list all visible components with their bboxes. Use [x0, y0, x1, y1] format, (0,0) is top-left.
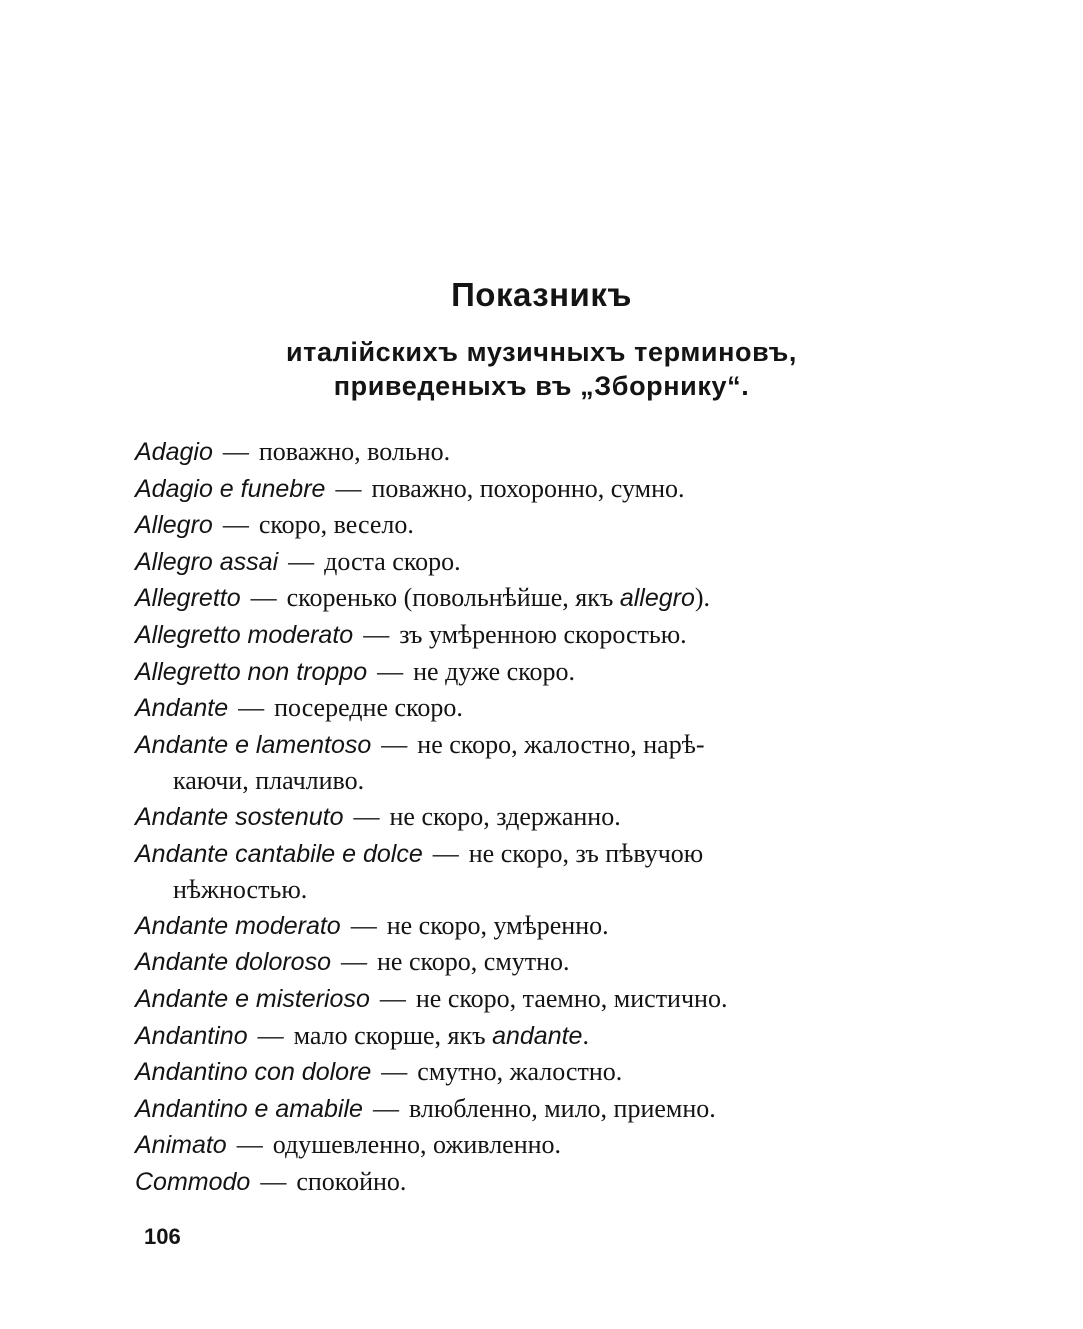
entry-dash: — [250, 583, 277, 613]
entry-inline-term: allegro [619, 584, 695, 613]
page-title: Показникъ [451, 276, 632, 313]
entry-term: Andante e lamentoso [135, 730, 372, 759]
glossary-entry [135, 944, 850, 981]
entry-term: Allegretto moderato [135, 620, 354, 649]
glossary-entry [135, 471, 850, 508]
entry-term: Allegretto non troppo [135, 657, 368, 686]
subtitle-line-2: приведеныхъ въ „Зборнику“. [333, 371, 750, 401]
entry-term: Andante sostenuto [135, 802, 344, 831]
entry-definition: доста скоро. [324, 546, 461, 576]
entry-definition: спокойно. [296, 1166, 407, 1196]
entry-definition: не скоро, таемно, мистично. [415, 983, 728, 1013]
entry-dash: — [379, 983, 406, 1013]
glossary-entry [135, 434, 850, 471]
glossary-entry [135, 836, 850, 908]
entry-dash: — [288, 546, 315, 576]
entry-tail: . [582, 1020, 589, 1050]
subtitle-line-1: италійскихъ музичныхъ терминовъ, [285, 337, 797, 367]
entry-continuation: нѣжностью. [173, 875, 308, 905]
entry-dash: — [353, 801, 380, 831]
entry-inline-term: andante [492, 1021, 583, 1050]
glossary-entry [135, 654, 850, 691]
entry-definition: не скоро, жалостно, нарѣ- [417, 729, 705, 759]
glossary-entry [135, 544, 850, 581]
entry-term: Commodo [135, 1167, 251, 1196]
entry-definition: не дуже скоро. [413, 656, 575, 686]
entry-dash: — [381, 1057, 408, 1087]
glossary-entry [135, 1091, 850, 1128]
entry-dash: — [335, 473, 362, 503]
entry-dash: — [236, 1130, 263, 1160]
entry-term: Andantino con dolore [135, 1058, 372, 1087]
glossary-entry [135, 1018, 850, 1055]
glossary-entry [135, 1054, 850, 1091]
entry-definition: поважно, вольно. [258, 437, 451, 466]
entry-definition: не скоро, зъ пѣвучою [468, 838, 704, 868]
glossary-entry [135, 690, 850, 727]
entry-definition: поважно, похоронно, сумно. [371, 473, 685, 503]
entry-dash: — [381, 729, 408, 759]
entry-term: Andante moderato [135, 911, 341, 940]
entry-term: Allegro [135, 511, 213, 540]
entry-continuation: каючи, плачливо. [173, 766, 365, 796]
entry-term: Allegretto [135, 584, 241, 613]
entry-dash: — [222, 510, 249, 540]
entry-definition: мало скорше, якъ [293, 1020, 486, 1050]
page-number: 106 [144, 1224, 181, 1249]
glossary-list [135, 434, 850, 1200]
glossary-entry [135, 617, 850, 654]
entry-dash: — [340, 947, 367, 977]
entry-definition: скоренько (повольнѣйше, якъ [286, 583, 614, 613]
glossary-entry [135, 981, 850, 1018]
entry-dash: — [222, 437, 249, 466]
entry-term: Andante [135, 694, 229, 723]
entry-tail: ). [694, 583, 711, 613]
glossary-entry [135, 799, 850, 836]
entry-definition: смутно, жалостно. [417, 1057, 623, 1087]
entry-definition: не скоро, умѣренно. [386, 910, 609, 940]
entry-term: Andante cantabile e dolce [135, 839, 423, 868]
entry-dash: — [377, 656, 404, 686]
entry-term: Adagio [135, 438, 213, 466]
entry-dash: — [372, 1093, 399, 1123]
entry-definition: не скоро, смутно. [376, 947, 570, 977]
entry-definition: влюбленно, мило, приемно. [408, 1093, 716, 1123]
entry-dash: — [238, 693, 265, 723]
entry-definition: одушевленно, оживленно. [272, 1130, 562, 1160]
entry-dash: — [432, 838, 459, 868]
entry-definition: скоро, весело. [258, 510, 414, 540]
glossary-entry [135, 507, 850, 544]
entry-dash: — [350, 910, 377, 940]
entry-term: Allegro assai [135, 547, 279, 576]
entry-term: Andante doloroso [135, 948, 331, 977]
glossary-entry [135, 580, 850, 617]
glossary-entry [135, 908, 850, 945]
entry-definition: зъ умѣренною скоростью. [399, 619, 687, 649]
entry-definition: не скоро, здержанно. [389, 801, 621, 831]
entry-dash: — [257, 1020, 284, 1050]
entry-dash: — [363, 619, 390, 649]
entry-term: Adagio e funebre [135, 474, 326, 503]
entry-definition: посередне скоро. [274, 693, 463, 723]
glossary-entry [135, 1164, 850, 1201]
entry-term: Andante e misterioso [135, 984, 370, 1013]
entry-term: Andantino e amabile [135, 1094, 363, 1123]
entry-term: Andantino [135, 1021, 248, 1050]
glossary-entry [135, 1127, 850, 1164]
glossary-entry [135, 727, 850, 799]
entry-dash: — [260, 1166, 287, 1196]
entry-term: Animato [135, 1131, 227, 1160]
